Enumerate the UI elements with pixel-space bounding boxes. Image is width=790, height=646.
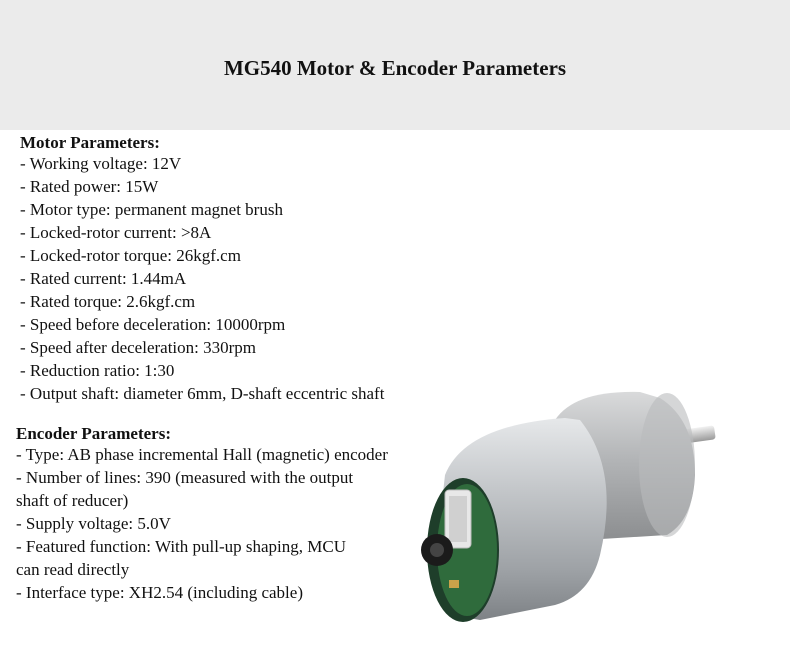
encoder-param-item: can read directly xyxy=(16,560,130,579)
motor-param-item: - Reduction ratio: 1:30 xyxy=(20,361,175,380)
motor-param-item: - Speed after deceleration: 330rpm xyxy=(20,338,257,357)
encoder-param-item: - Type: AB phase incremental Hall (magnetic) encoder xyxy=(16,445,388,464)
encoder-param-item: - Featured function: With pull-up shaping, MCU xyxy=(16,537,346,556)
encoder-section-heading: Encoder Parameters: xyxy=(16,424,171,443)
motor-param-item: - Output shaft: diameter 6mm, D-shaft eccentric shaft xyxy=(20,384,385,403)
page-title: MG540 Motor & Encoder Parameters xyxy=(223,56,567,80)
motor-param-item: - Rated torque: 2.6kgf.cm xyxy=(20,292,196,311)
motor-param-item: - Locked-rotor torque: 26kgf.cm xyxy=(20,246,241,265)
motor-image xyxy=(405,380,735,630)
header-banner xyxy=(0,0,790,130)
encoder-param-item: - Interface type: XH2.54 (including cable) xyxy=(16,583,303,602)
motor-param-item: - Speed before deceleration: 10000rpm xyxy=(20,315,286,334)
motor-param-item: - Locked-rotor current: >8A xyxy=(20,223,212,242)
encoder-param-item: - Supply voltage: 5.0V xyxy=(16,514,171,533)
motor-section-heading: Motor Parameters: xyxy=(20,133,160,152)
motor-param-item: - Rated power: 15W xyxy=(20,177,159,196)
encoder-param-item: - Number of lines: 390 (measured with the output xyxy=(16,468,354,487)
motor-param-item: - Motor type: permanent magnet brush xyxy=(20,200,283,219)
encoder-param-item: shaft of reducer) xyxy=(16,491,129,510)
motor-param-item: - Working voltage: 12V xyxy=(20,154,182,173)
motor-param-item: - Rated current: 1.44mA xyxy=(20,269,187,288)
